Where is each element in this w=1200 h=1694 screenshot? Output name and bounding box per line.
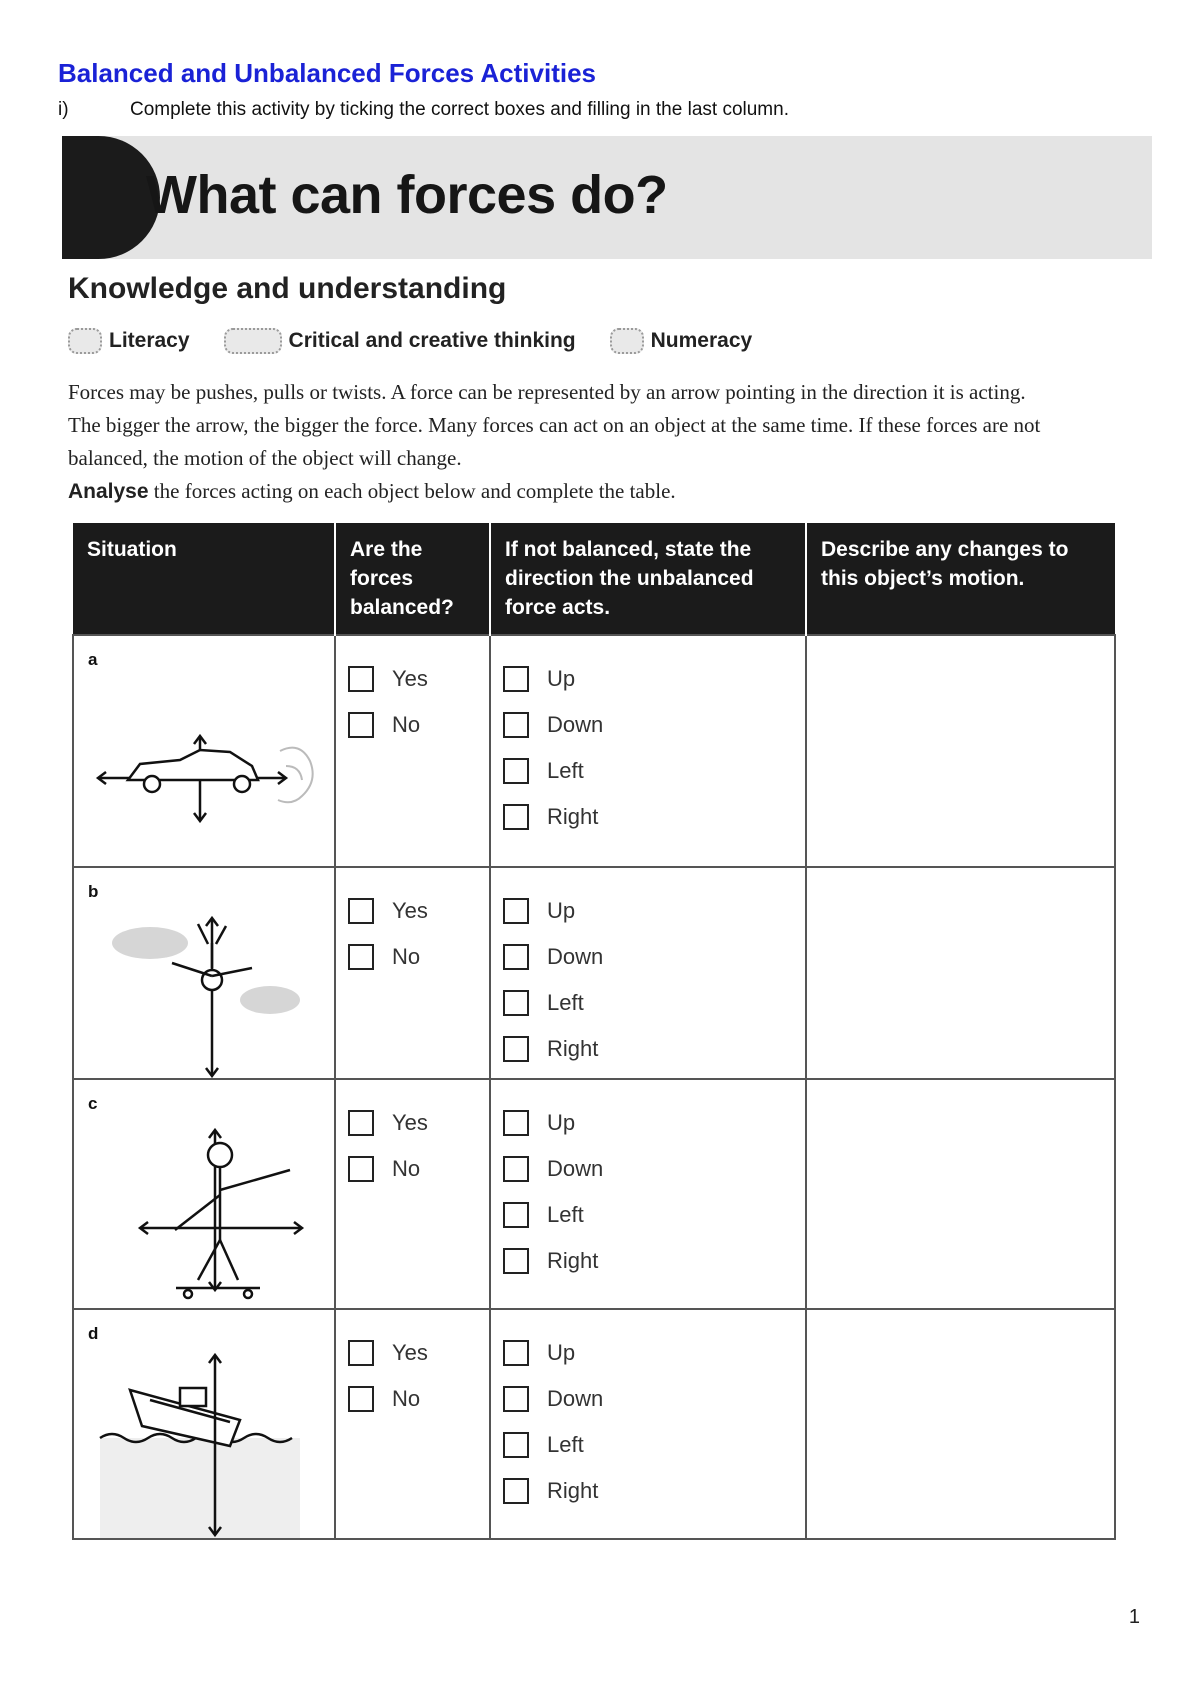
skill-label: Numeracy [650,329,753,352]
checkbox-icon[interactable] [503,758,529,784]
header-situation: Situation [73,523,335,635]
numeracy-icon [610,328,644,354]
option-up[interactable]: Up [503,1100,805,1146]
instruction-text: Complete this activity by ticking the correct boxes and filling in the last column. [130,99,789,120]
option-right[interactable]: Right [503,1026,805,1072]
option-no[interactable]: No [348,702,489,748]
option-left[interactable]: Left [503,1192,805,1238]
checkbox-icon[interactable] [503,804,529,830]
checkbox-icon[interactable] [348,712,374,738]
table-row [73,867,1115,1079]
option-left[interactable]: Left [503,748,805,794]
checkbox-icon[interactable] [348,1110,374,1136]
checkbox-icon[interactable] [503,1478,529,1504]
checkbox-icon[interactable] [503,712,529,738]
option-left[interactable]: Left [503,1422,805,1468]
checkbox-icon[interactable] [348,1386,374,1412]
checkbox-icon[interactable] [503,1156,529,1182]
checkbox-icon[interactable] [503,898,529,924]
option-yes[interactable]: Yes [348,888,489,934]
instruction-number: i) [58,99,69,120]
option-down[interactable]: Down [503,702,805,748]
describe-cell[interactable] [806,1309,1115,1539]
option-no[interactable]: No [348,1146,489,1192]
header-direction: If not balanced, state the direction the unbalanced force acts. [490,523,806,635]
table-row [73,1079,1115,1309]
critical-thinking-icon [224,328,282,354]
option-up[interactable]: Up [503,656,805,702]
balanced-cell [335,635,490,867]
checkbox-icon[interactable] [503,1202,529,1228]
worksheet-banner [62,136,1152,259]
forces-table [72,523,1116,1540]
option-right[interactable]: Right [503,1468,805,1514]
checkbox-icon[interactable] [503,666,529,692]
table-row [73,1309,1115,1539]
instruction [58,99,789,121]
option-left[interactable]: Left [503,980,805,1026]
header-changes: Describe any changes to this object’s motion. [806,523,1115,635]
intro-text: Forces may be pushes, pulls or twists. A force can be represented by an arrow pointing in the direction it is acting. The bigger the arrow, the bigger the force. Many forces can act on an object at the same time. If these forces are not balanced, the motion of the object will change. [68,380,1041,470]
checkbox-icon[interactable] [503,1248,529,1274]
checkbox-icon[interactable] [503,1340,529,1366]
option-no[interactable]: No [348,1376,489,1422]
row-letter: b [88,882,99,901]
option-right[interactable]: Right [503,794,805,840]
option-down[interactable]: Down [503,1146,805,1192]
direction-cell [490,1309,806,1539]
document-title: Balanced and Unbalanced Forces Activities [58,58,596,88]
checkbox-icon[interactable] [348,1156,374,1182]
page-number: 1 [1128,1606,1140,1628]
table-header-row [73,523,1115,635]
option-up[interactable]: Up [503,888,805,934]
option-yes[interactable]: Yes [348,656,489,702]
checkbox-icon[interactable] [348,1340,374,1366]
option-down[interactable]: Down [503,934,805,980]
checkbox-icon[interactable] [503,990,529,1016]
checkbox-icon[interactable] [503,1432,529,1458]
checkbox-icon[interactable] [503,1110,529,1136]
checkbox-icon[interactable] [348,666,374,692]
situation-cell [73,635,335,867]
skateboarder-illustration [80,1120,320,1305]
skill-numeracy [610,328,753,354]
direction-cell [490,635,806,867]
direction-cell [490,867,806,1079]
row-letter: d [88,1324,99,1343]
describe-cell[interactable] [806,867,1115,1079]
balanced-cell [335,867,490,1079]
row-letter: a [88,650,98,669]
checkbox-icon[interactable] [348,944,374,970]
situation-cell [73,1309,335,1539]
option-right[interactable]: Right [503,1238,805,1284]
situation-cell [73,867,335,1079]
racing-car-illustration [80,676,320,836]
row-letter: c [88,1094,98,1113]
header-balanced: Are the forces balanced? [335,523,490,635]
option-yes[interactable]: Yes [348,1100,489,1146]
describe-cell[interactable] [806,635,1115,867]
checkbox-icon[interactable] [503,944,529,970]
describe-cell[interactable] [806,1079,1115,1309]
analyse-bold: Analyse [68,480,149,503]
direction-cell [490,1079,806,1309]
option-no[interactable]: No [348,934,489,980]
balanced-cell [335,1079,490,1309]
option-yes[interactable]: Yes [348,1330,489,1376]
checkbox-icon[interactable] [503,1036,529,1062]
intro-paragraph [68,376,1048,508]
banner-title: What can forces do? [146,165,668,225]
skill-label: Literacy [109,329,190,352]
checkbox-icon[interactable] [348,898,374,924]
sinking-ship-illustration [80,1350,320,1540]
skills-bar [68,328,786,354]
option-up[interactable]: Up [503,1330,805,1376]
skill-label: Critical and creative thinking [288,329,576,352]
balanced-cell [335,1309,490,1539]
analyse-text: the forces acting on each object below and complete the table. [148,479,676,503]
checkbox-icon[interactable] [503,1386,529,1412]
situation-cell [73,1079,335,1309]
skill-critical-thinking [224,328,576,354]
skydiver-illustration [80,908,320,1078]
skill-literacy [68,328,190,354]
literacy-icon [68,328,102,354]
section-heading: Knowledge and understanding [68,272,507,305]
table-row [73,635,1115,867]
option-down[interactable]: Down [503,1376,805,1422]
